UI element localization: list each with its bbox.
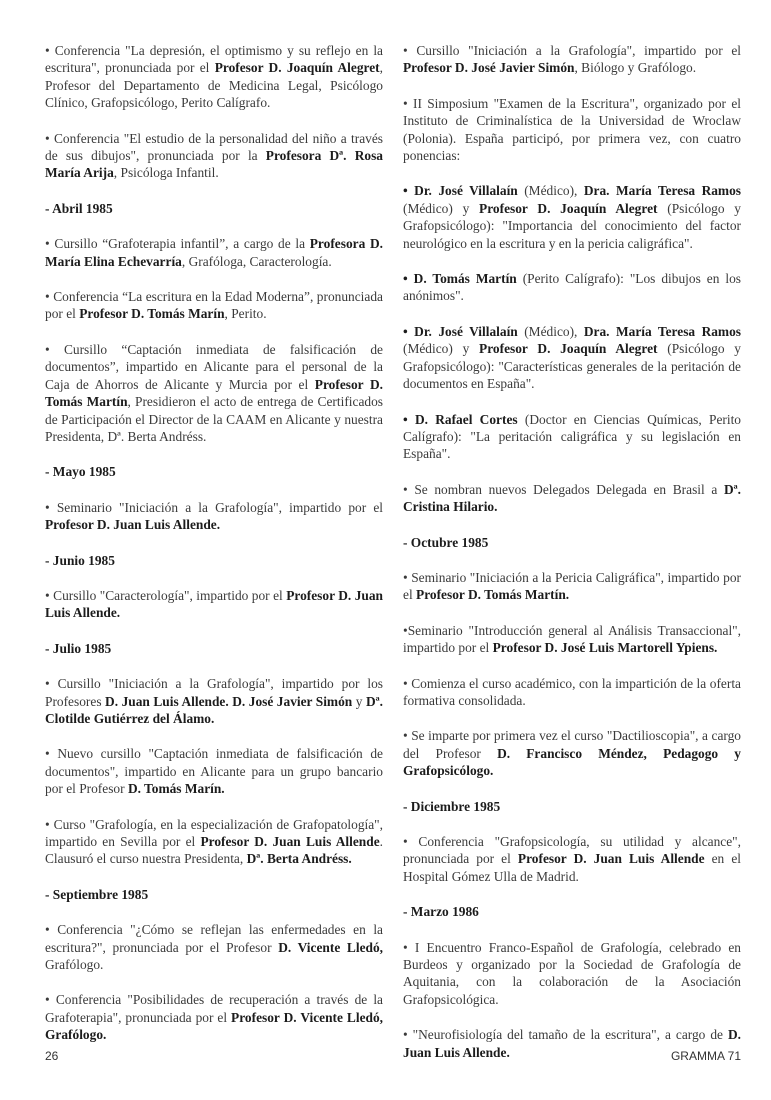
text: • Comienza el curso académico, con la impartición de la oferta formativa consolidada. [403, 675, 741, 708]
text: • Cursillo "Iniciación a la Grafología", impartido por los Profesores [45, 676, 383, 709]
text: y [352, 693, 366, 709]
bold-text: • D. Rafael Cortes [403, 411, 518, 427]
bold-text: - Marzo 1986 [403, 904, 479, 920]
bold-text: - Junio 1985 [45, 552, 115, 568]
page-number: 26 [45, 1049, 59, 1063]
text: en el Hospital Gómez Ulla de Madrid. [403, 851, 741, 884]
bold-text: D. Juan Luis Allende. [403, 1027, 741, 1060]
event-entry [403, 323, 741, 393]
event-entry [45, 235, 383, 270]
event-entry [403, 42, 741, 77]
text: • Cursillo “Grafoterapia infantil”, a cargo de la [45, 236, 310, 252]
text: • Conferencia "Posibilidades de recuperación a través de la Grafoterapia", pronunciada por el [45, 992, 383, 1025]
text: • I Encuentro Franco-Español de Grafología, celebrado en Burdeos y organizado por la Sociedad de Grafología de Aquitania, con la colaboración de la Asociación Grafopsicológica. [403, 939, 741, 1007]
section-date-heading [45, 552, 383, 569]
left-column [45, 42, 383, 1062]
bold-text: Profesor D. Juan Luis Allende. [45, 517, 221, 533]
text: (Médico) y [403, 200, 480, 216]
event-entry [403, 622, 741, 657]
bold-text: Profesor D. Joaquín Alegret [214, 60, 380, 76]
text: • II Simposium "Examen de la Escritura", organizado por el Instituto de Criminalística de la Universidad de Wroclaw (Polonia). España participó, por primera vez, con cuatro ponencias: [403, 95, 741, 164]
event-entry [403, 727, 741, 779]
text: (Médico), [517, 323, 584, 339]
bold-text: Profesor D. José Javier Simón [403, 60, 575, 76]
event-entry [45, 42, 383, 112]
text: •Seminario "Introducción general al Análisis Transaccional", impartido por el [403, 622, 741, 656]
bold-text: Profesor D. Joaquín Alegret [479, 341, 658, 357]
event-entry [45, 288, 383, 323]
text: • Conferencia "El estudio de la personalidad del niño a través de sus dibujos", pronunciada por la [45, 130, 383, 164]
event-entry [45, 745, 383, 797]
bold-text: Profesora Dª. Rosa María Arija [45, 148, 383, 181]
event-entry [45, 921, 383, 973]
text: (Médico) y [403, 341, 480, 357]
section-date-heading [45, 463, 383, 480]
text: • Conferencia "¿Cómo se reflejan las enfermedades en la escritura?", pronunciada por el Profesor [45, 922, 383, 955]
event-entry [403, 833, 741, 885]
event-entry [403, 411, 741, 463]
text: • Cursillo "Caracterología", impartido por el [45, 587, 287, 603]
event-entry [45, 341, 383, 445]
text: • Seminario "Iniciación a la Pericia Caligráfica", impartido por el [403, 569, 741, 603]
event-entry [45, 991, 383, 1043]
text: , Profesor del Departamento de Medicina Legal, Psicólogo Clínico, Grafopsicólogo, Perito Calígrafo. [45, 60, 383, 111]
bold-text: Dª. Clotilde Gutiérrez del Álamo. [45, 693, 384, 726]
text: (Psicólogo y Grafopsicólogo): "Características generales de la peritación de documentos en España". [403, 341, 741, 392]
text: • Nuevo cursillo "Captación inmediata de falsificación de documentos", impartido en Alicante para un grupo bancario por el Profesor [45, 746, 383, 797]
bold-text: D. Tomás Marín. [127, 781, 225, 797]
bold-text: - Julio 1985 [45, 640, 112, 656]
bold-text: Profesor D. José Luis Martorell Ypiens. [492, 640, 718, 656]
bold-text: D. Juan Luis Allende. D. José Javier Simón [105, 693, 353, 709]
bold-text: - Octubre 1985 [403, 534, 489, 550]
text: (Doctor en Ciencias Químicas, Perito Calígrafo): "La peritación caligráfica y su legislación en España". [403, 411, 741, 462]
text: • Se imparte por primera vez el curso "Dactilioscopia", a cargo del Profesor [403, 728, 741, 761]
bold-text: Profesor D. Tomás Martín. [416, 587, 570, 603]
text: (Psicólogo y Grafopsicólogo): "Importancia del conocimiento del factor neurológico en la escritura y en la pericia caligráfica". [403, 200, 741, 251]
text: • Conferencia “La escritura en la Edad Moderna”, pronunciada por el [45, 289, 383, 322]
event-entry [403, 939, 741, 1009]
right-column [403, 42, 741, 1079]
event-entry [403, 95, 741, 165]
text: • Curso "Grafología, en la especialización de Grafopatología", impartido en Sevilla por el [45, 816, 383, 849]
bold-text: Profesor D. Joaquín Alegret [479, 200, 658, 216]
section-date-heading [403, 534, 741, 551]
text: • Seminario "Iniciación a la Grafología", impartido por el [45, 499, 383, 515]
bold-text: Profesor D. Tomás Martín [45, 376, 383, 410]
bold-text: • Dr. José Villalaín [403, 323, 518, 339]
bold-text: - Septiembre 1985 [45, 886, 149, 902]
bold-text: Dª. Berta Andréss. [246, 851, 352, 867]
bold-text: - Mayo 1985 [45, 464, 116, 480]
text: , Perito. [224, 306, 267, 322]
bold-text: D. Vicente Lledó, [278, 939, 384, 955]
text: , Presidieron el acto de entrega de Certificados de Participación el Director de la CAAM en Alicante y nuestra Presidenta, Dª. Berta Andréss. [45, 394, 383, 444]
section-date-heading [403, 903, 741, 920]
event-entry [403, 675, 741, 710]
bold-text: Profesor D. Tomás Marín [79, 306, 225, 322]
bold-text: - Abril 1985 [45, 200, 113, 216]
bold-text: Profesor D. Juan Luis Allende. [45, 587, 383, 621]
text: Grafólogo. [45, 957, 104, 973]
text: , Grafóloga, Caracterología. [181, 253, 332, 269]
event-entry [45, 675, 383, 727]
section-date-heading [45, 886, 383, 903]
magazine-name: GRAMMA 71 [670, 1049, 741, 1063]
text: • "Neurofisiología del tamaño de la escritura", a cargo de [403, 1027, 728, 1043]
text: • Se nombran nuevos Delegados Delegada en Brasil a [403, 481, 724, 497]
bold-text: - Diciembre 1985 [403, 798, 501, 814]
event-entry [403, 270, 741, 305]
bold-text: Dra. María Teresa Ramos [583, 183, 741, 199]
text: , Psicóloga Infantil. [113, 165, 219, 181]
event-entry [403, 481, 741, 516]
bold-text: D. Francisco Méndez, Pedagogo y Grafopsicólogo. [403, 745, 741, 779]
text: , Biólogo y Grafólogo. [574, 60, 697, 76]
bold-text: Profesor D. Juan Luis Allende [200, 834, 380, 849]
text: • Cursillo "Iniciación a la Grafología", impartido por el [403, 43, 741, 58]
text: (Perito Calígrafo): "Los dibujos en los anónimos". [403, 271, 741, 304]
text: . Clausuró el curso nuestra Presidenta, [45, 834, 383, 867]
event-entry [45, 587, 383, 622]
bold-text: • Dr. José Villalaín [403, 183, 518, 199]
bold-text: Profesor D. Juan Luis Allende [517, 851, 705, 867]
event-entry [45, 130, 383, 182]
text: • Cursillo “Captación inmediata de falsificación de documentos”, impartido en Alicante para el personal de la Caja de Ahorros de Alicante y Murcia por el [45, 341, 383, 392]
bold-text: Profesor D. Vicente Lledó, Grafólogo. [45, 1009, 384, 1043]
event-entry [45, 499, 383, 534]
event-entry [403, 569, 741, 604]
section-date-heading [45, 200, 383, 217]
event-entry [403, 182, 741, 252]
bold-text: Dra. María Teresa Ramos [583, 323, 741, 339]
text: • Conferencia "La depresión, el optimismo y su reflejo en la escritura", pronunciada por el [45, 43, 383, 76]
text: (Médico), [517, 183, 584, 199]
text: • Conferencia "Grafopsicología, su utilidad y alcance", pronunciada por el [403, 834, 741, 867]
bold-text: Dª. Cristina Hilario. [403, 481, 741, 515]
event-entry [45, 816, 383, 868]
section-date-heading [403, 798, 741, 815]
bold-text: • D. Tomás Martín [403, 271, 517, 287]
section-date-heading [45, 640, 383, 657]
bold-text: Profesora D. María Elina Echevarría [45, 236, 383, 269]
